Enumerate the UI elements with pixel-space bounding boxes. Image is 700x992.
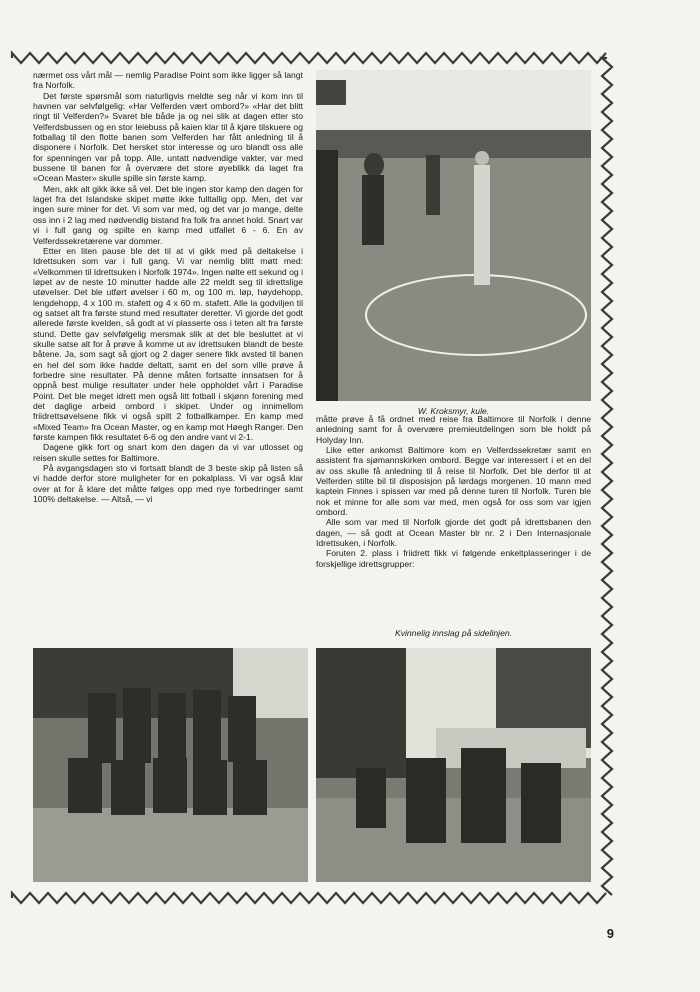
zigzag-line bbox=[12, 53, 606, 63]
photo-sideline-women bbox=[316, 648, 591, 882]
page-number: 9 bbox=[606, 926, 614, 941]
zigzag-line bbox=[12, 893, 606, 903]
caption-shot-put: W. Kroksmyr, kule. bbox=[417, 406, 490, 416]
zigzag-line bbox=[602, 58, 612, 895]
left-column bbox=[33, 70, 303, 504]
right-column bbox=[316, 414, 591, 569]
photo-team bbox=[33, 648, 308, 882]
right-paragraph-1: måtte prøve å få ordnet med reise fra Baltimore til Norfolk i denne anledning samt for å overvære premieutdelingen som ble holdt på Holyday Inn. bbox=[316, 414, 591, 445]
left-paragraph-6: På avgangsdagen sto vi fortsatt blandt de 3 beste skip på listen så vi hadde derfor store muligheter for en pokalplass. Vi var også klar over at for å klare det måtte følges opp med nye forbedringer samt 100% deltakelse. — Altså, — vi bbox=[33, 463, 303, 505]
caption-sideline: Kvinnelig innslag på sidelinjen. bbox=[394, 628, 513, 638]
left-paragraph-5: Dagene gikk fort og snart kom den dagen da vi var utlosset og reisen skulle settes for Baltimore. bbox=[33, 442, 303, 463]
right-paragraph-4: Foruten 2. plass i friidrett fikk vi følgende enkeltplasseringer i de forskjellige idrettsgrupper: bbox=[316, 548, 591, 569]
photo-shot-put bbox=[316, 70, 591, 401]
left-paragraph-2: Det første spørsmål som naturligvis meldte seg når vi kom inn til havnen var selvfølgelig: «Har Velferden vært ombord?» «Har det blitt ringt til Velferden?» Svaret ble både ja og nei slik at dagen etter sto Velferdsbussen og en stor leiebuss på kaien klar til å kjøre tilskuere og fotballag til den flotte banen som Velferden har fått anledning til å disponere i Norfolk. Det hersket stor interesse og uro blandt oss alle for spenningen var på topp. Alle, untatt nødvendige vakter, var med bussene til banen for å overvære det store øyeblikk da laget fra «Ocean Master» skulle spille sin første kamp. bbox=[33, 90, 303, 184]
left-paragraph-4: Etter en liten pause ble det til at vi gikk med på deltakelse i Idrettsuken som var i full gang. Vi var nemlig blitt møtt med: «Velkommen til Idrettsuken i Norfolk 1974». Ingen nølte ett sekund og i løpet av de neste 10 minutter hadde alle 22 meldt seg til idrettslige utøvelser. Det ble utført øvelser i 60 m, og 100 m. løp, høydehopp, lengdehopp, 4 x 100 m. stafett og 4 x 60 m. stafett. Alle la godviljen til og satset alt fra første stund med resultater deretter. Vi gjorde det godt allerede første kvelden, så godt at vi plasserte oss i teten alt fra første stund. Dette gav selvfølgelig mersmak slik at det ble besluttet at vi skulle satse alt for å prøve å komme ut av idrettsuken blandt de beste båtene. Ja, som sagt så gjort og 2 dager senere fikk avsted til banen en hel del som ikke hadde deltatt, samt en del som ville prøve å forbedre sine resultater. På denne måten fortsatte innsatsen for å oppnå best mulige resultater under hele oppholdet vårt i Paradise Point. Det ble meget idrett men også litt fotball i skjønn forening med det daglige arbeid ombord i skipet. Under og innimellom friidrettsøvelsene fikk vi også spilt 2 fotballkamper. En kamp med «Mixed Team» fra Ocean Master, og en kamp mot Høegh Ranger. Den første kampen fikk resultatet 6-6 og den andre vant vi 2-1. bbox=[33, 245, 303, 443]
left-paragraph-1: nærmet oss vårt mål — nemlig Paradise Point som ikke ligger så langt fra Norfolk. bbox=[33, 70, 303, 91]
left-paragraph-3: Men, akk alt gikk ikke så vel. Det ble ingen stor kamp den dagen for laget fra det Islandske skipet møtte ikke fulltallig opp. Men, det var ingen sure miner for det. Vi som var med, og det var jo mange, delte oss inn i 2 lag med nødvendig bistand fra folk fra annet hold. Snart var vi i full gang og spilte en kamp med utfallet 6 - 6. En av Velferdssekretærene var dommer. bbox=[33, 183, 303, 246]
right-paragraph-2: Like etter ankomst Baltimore kom en Velferdssekretær samt en assistent fra sjømannskirken ombord. Begge var interessert i et en del av oss skulle få anledning til å reise til Norfolk. Det ble derfor til at Velferden stilte bil til disposisjon på lørdags morgenen. 10 mann med kaptein Finnes i spissen var med på denne turen til Norfolk. Turen ble nok et minne for alle som var med, men også for oss som var igjen ombord. bbox=[316, 445, 591, 518]
article-page bbox=[33, 70, 591, 882]
right-paragraph-3: Alle som var med til Norfolk gjorde det godt på idrettsbanen den dagen, — så godt at Ocean Master blr nr. 2 i Den Internasjonale Idrettsuken, i Norfolk. bbox=[316, 517, 591, 549]
